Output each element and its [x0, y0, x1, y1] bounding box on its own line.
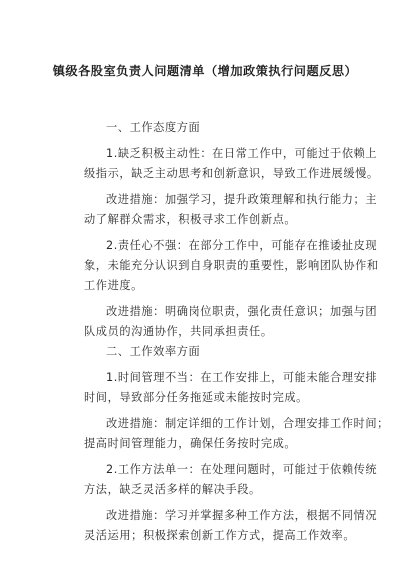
document-title: 镇级各股室负责人问题清单（增加政策执行问题反思） — [52, 64, 358, 78]
section-heading: 一、工作态度方面 — [106, 121, 201, 134]
paragraph-line: 改进措施：学习并掌握多种工作方法，根据不同情况 — [106, 509, 378, 522]
document-body — [84, 118, 389, 546]
paragraph-line: 灵活运用；积极探索创新工作方式，提高工作效率。 — [84, 529, 356, 542]
paragraph-line: 2.工作方法单一：在处理问题时，可能过于依赖传统 — [106, 463, 378, 476]
paragraph-line: 提高时间管理能力，确保任务按时完成。 — [84, 437, 297, 450]
paragraph-line: 方法，缺乏灵活多样的解决手段。 — [84, 483, 261, 496]
paragraph-line: 改进措施：明确岗位职责，强化责任意识；加强与团 — [106, 305, 378, 318]
paragraph-line: 象，未能充分认识到自身职责的重要性，影响团队协作和 — [84, 259, 379, 272]
paragraph-line: 改进措施：加强学习，提升政策理解和执行能力；主 — [106, 193, 378, 206]
paragraph-line: 1.时间管理不当：在工作安排上，可能未能合理安排 — [106, 371, 378, 384]
paragraph-line: 级指示，缺乏主动思考和创新意识，导致工作进展缓慢。 — [84, 167, 379, 180]
paragraph-line: 时间，导致部分任务拖延或未能按时完成。 — [84, 391, 308, 404]
paragraph-line: 改进措施：制定详细的工作计划，合理安排工作时间； — [106, 417, 389, 430]
section-heading: 二、工作效率方面 — [106, 345, 201, 358]
paragraph-line: 动了解群众需求，积极寻求工作创新点。 — [84, 213, 297, 226]
paragraph-line: 2.责任心不强：在部分工作中，可能存在推诿扯皮现 — [106, 239, 378, 252]
paragraph-line: 队成员的沟通协作，共同承担责任。 — [84, 325, 273, 338]
paragraph-line: 1.缺乏积极主动性：在日常工作中，可能过于依赖上 — [106, 147, 378, 160]
paragraph-line: 工作进度。 — [84, 279, 143, 292]
